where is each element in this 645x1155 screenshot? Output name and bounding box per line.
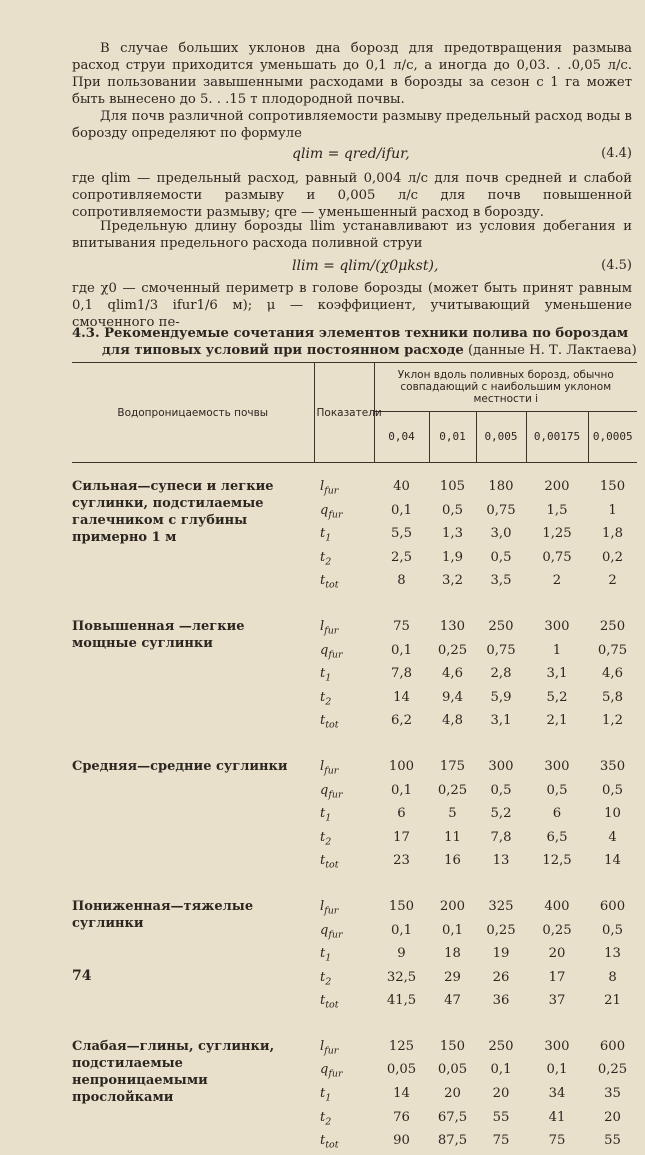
- value-cell: 600: [599, 1038, 626, 1054]
- value-cell: 175: [439, 758, 466, 774]
- value-cell: 14: [393, 689, 410, 705]
- value-cell: 2: [608, 573, 617, 589]
- indicator-cell: $l_{fur}$: [320, 618, 339, 637]
- indicator-cell: $q_{fur}$: [320, 642, 343, 661]
- value-cell: 0,75: [597, 642, 628, 658]
- value-cell: 34: [548, 1086, 566, 1102]
- value-cell: 3,2: [442, 573, 463, 589]
- value-cell: 1,2: [602, 713, 623, 729]
- value-cell: 0,05: [437, 1062, 468, 1078]
- value-cell: 200: [439, 898, 466, 914]
- formula-4-4-expression: qlim = qred/ifur,: [292, 146, 410, 162]
- value-cell: 7,8: [490, 829, 512, 845]
- value-cell: 40: [393, 479, 410, 494]
- indicator-cell: $q_{fur}$: [320, 782, 343, 801]
- soil-class: Средняя—средние суглинки: [72, 758, 288, 774]
- value-cell: 2,5: [391, 549, 412, 565]
- value-cell: 0,2: [602, 549, 623, 565]
- value-cell: 325: [488, 898, 514, 914]
- indicator-cell: $t_1$: [320, 1086, 332, 1104]
- value-cell: 0,1: [391, 502, 412, 518]
- value-cell: 6: [397, 806, 406, 822]
- value-cell: 3,5: [490, 573, 512, 589]
- formula-4-5-expression: llim = qlim/(χ0μkst),: [292, 258, 439, 274]
- value-cell: 5: [448, 806, 457, 822]
- table-row: [72, 757, 637, 781]
- value-cell: 16: [444, 853, 461, 869]
- value-cell: 100: [388, 758, 415, 774]
- value-cell: 1,9: [442, 549, 463, 565]
- value-cell: 41: [548, 1109, 566, 1125]
- soil-class: Сильная—супеси и легкие суглинки, подстилаемые галечником с глубины примерно 1 м: [72, 479, 274, 545]
- paragraph-1: В случае больших уклонов дна борозд для предотвращения размыва расход струи приходится уменьшать до 0,1 л/с, а иногда до 0,03. . .0,05 л/с. При пользовании завышенными расходами в борозды за сезон с 1 га может быть вынесено до 5. . .15 т плодородной почвы.: [72, 41, 632, 107]
- value-cell: 150: [599, 479, 626, 494]
- value-cell: 41,5: [386, 993, 417, 1009]
- value-cell: 3,1: [546, 666, 568, 682]
- value-cell: 37: [548, 993, 566, 1009]
- value-cell: 0,75: [486, 502, 516, 518]
- value-cell: 125: [388, 1038, 415, 1054]
- value-cell: 14: [604, 853, 621, 869]
- slope-header-2: 0,005: [476, 412, 526, 463]
- value-cell: 26: [492, 969, 510, 985]
- value-cell: 250: [488, 1038, 514, 1054]
- value-cell: 300: [544, 618, 570, 634]
- value-cell: 300: [544, 1038, 570, 1054]
- soil-class: Слабая—глины, суглинки, подстилаемые непроницаемыми прослойками: [72, 1038, 275, 1105]
- value-cell: 36: [492, 993, 510, 1009]
- page-number: 74: [72, 968, 92, 984]
- header-soil-permeability: Водопроницаемость почвы: [72, 363, 314, 463]
- table-row: [72, 477, 637, 501]
- indicator-cell: $t_{tot}$: [320, 713, 339, 731]
- value-cell: 0,1: [391, 642, 412, 658]
- value-cell: 9,4: [442, 689, 463, 705]
- value-cell: 55: [492, 1109, 510, 1125]
- value-cell: 0,25: [542, 922, 572, 938]
- slope-header-4: 0,0005: [588, 412, 637, 463]
- value-cell: 350: [599, 758, 626, 774]
- value-cell: 13: [492, 853, 510, 869]
- value-cell: 0,75: [486, 642, 516, 658]
- value-cell: 5,8: [602, 689, 623, 705]
- value-cell: 2,8: [490, 666, 512, 682]
- indicator-cell: $t_2$: [320, 689, 332, 708]
- paragraph-5: где χ0 — смоченный периметр в голове борозды (может быть принят равным 0,1 qlim1/3 ifur1/6 м); μ — коэффициент, учитывающий уменьшение смоченного пе-: [72, 281, 632, 330]
- value-cell: 1,5: [546, 502, 568, 518]
- soil-class: Повышенная —легкие мощные суглинки: [72, 618, 245, 651]
- slope-header-0: 0,04: [374, 412, 429, 463]
- value-cell: 75: [393, 618, 410, 634]
- value-cell: 0,1: [490, 1062, 512, 1078]
- value-cell: 4,8: [442, 713, 463, 729]
- indicator-cell: $t_{tot}$: [320, 993, 339, 1011]
- value-cell: 105: [439, 479, 466, 494]
- slope-header-3: 0,00175: [526, 412, 588, 463]
- irrigation-table: [72, 362, 637, 1155]
- value-cell: 75: [492, 1133, 510, 1149]
- indicator-cell: $q_{fur}$: [320, 502, 343, 521]
- value-cell: 20: [604, 1109, 621, 1125]
- value-cell: 5,5: [391, 526, 412, 542]
- formula-4-5: [72, 258, 632, 276]
- value-cell: 87,5: [437, 1133, 468, 1149]
- indicator-cell: $t_2$: [320, 829, 332, 848]
- indicator-cell: $t_1$: [320, 946, 332, 964]
- indicator-cell: $l_{fur}$: [320, 479, 339, 497]
- value-cell: 21: [604, 993, 621, 1009]
- value-cell: 20: [444, 1086, 461, 1102]
- value-cell: 8: [608, 969, 617, 985]
- value-cell: 4,6: [602, 666, 623, 682]
- value-cell: 3,0: [490, 526, 512, 542]
- value-cell: 2: [552, 573, 562, 589]
- value-cell: 9: [397, 946, 406, 962]
- value-cell: 0,5: [490, 782, 512, 798]
- indicator-cell: $l_{fur}$: [320, 898, 339, 917]
- value-cell: 76: [393, 1109, 410, 1125]
- value-cell: 300: [488, 758, 514, 774]
- value-cell: 6,5: [546, 829, 568, 845]
- value-cell: 14: [393, 1086, 410, 1102]
- value-cell: 0,25: [437, 642, 468, 658]
- value-cell: 11: [444, 829, 461, 845]
- indicator-cell: $t_2$: [320, 1109, 332, 1128]
- value-cell: 1,8: [602, 526, 623, 542]
- value-cell: 5,2: [546, 689, 568, 705]
- value-cell: 1: [552, 642, 562, 658]
- value-cell: 5,2: [490, 806, 512, 822]
- value-cell: 12,5: [542, 853, 572, 869]
- value-cell: 75: [548, 1133, 566, 1149]
- value-cell: 0,5: [490, 549, 512, 565]
- value-cell: 0,1: [391, 922, 412, 938]
- value-cell: 4: [608, 829, 617, 845]
- value-cell: 0,1: [391, 782, 412, 798]
- value-cell: 0,5: [546, 782, 568, 798]
- value-cell: 7,8: [391, 666, 412, 682]
- value-cell: 0,5: [602, 782, 623, 798]
- value-cell: 0,1: [546, 1062, 568, 1078]
- value-cell: 29: [444, 969, 461, 985]
- value-cell: 1,3: [442, 526, 463, 542]
- indicator-cell: $t_{tot}$: [320, 573, 339, 591]
- indicator-cell: $t_2$: [320, 549, 332, 568]
- value-cell: 250: [488, 618, 514, 634]
- indicator-cell: $q_{fur}$: [320, 922, 343, 941]
- value-cell: 1,25: [542, 526, 572, 542]
- paragraph-4: Предельную длину борозды llim устанавливают из условия добегания и впитывания предельного расхода поливной струи: [72, 219, 632, 251]
- value-cell: 10: [604, 806, 621, 822]
- soil-class: Пониженная—тяжелые суглинки: [72, 898, 254, 931]
- value-cell: 400: [544, 898, 570, 914]
- value-cell: 18: [444, 946, 461, 962]
- table-row: [72, 897, 637, 921]
- value-cell: 17: [393, 829, 410, 845]
- value-cell: 47: [444, 993, 461, 1009]
- value-cell: 180: [488, 479, 514, 494]
- slope-header-1: 0,01: [429, 412, 476, 463]
- value-cell: 2,1: [546, 713, 568, 729]
- table-caption-source: (данные Н. Т. Лактаева): [463, 343, 637, 358]
- indicator-cell: $t_1$: [320, 806, 332, 824]
- value-cell: 0,25: [597, 1062, 628, 1078]
- value-cell: 35: [604, 1086, 621, 1102]
- value-cell: 55: [604, 1133, 621, 1149]
- table-row: [72, 1037, 637, 1061]
- value-cell: 67,5: [437, 1109, 468, 1125]
- value-cell: 250: [599, 618, 626, 634]
- indicator-cell: $t_1$: [320, 666, 332, 684]
- indicator-cell: $t_{tot}$: [320, 853, 339, 871]
- value-cell: 300: [544, 758, 570, 774]
- value-cell: 150: [388, 898, 415, 914]
- value-cell: 20: [492, 1086, 510, 1102]
- value-cell: 23: [393, 853, 410, 869]
- value-cell: 130: [439, 618, 466, 634]
- indicator-cell: $t_{tot}$: [320, 1133, 339, 1151]
- value-cell: 19: [492, 946, 510, 962]
- value-cell: 0,75: [542, 549, 572, 565]
- value-cell: 4,6: [442, 666, 463, 682]
- header-indicators: Показатели: [314, 363, 374, 463]
- indicator-cell: $q_{fur}$: [320, 1062, 343, 1081]
- header-slope: Уклон вдоль поливных борозд, обычно совпадающий с наибольшим уклоном местности i: [374, 363, 637, 412]
- value-cell: 13: [604, 946, 621, 962]
- value-cell: 17: [548, 969, 566, 985]
- value-cell: 0,1: [442, 922, 463, 938]
- indicator-cell: $l_{fur}$: [320, 758, 339, 777]
- table-caption-line-1: 4.3. Рекомендуемые сочетания элементов техники полива по бороздам: [72, 326, 629, 341]
- value-cell: 6,2: [391, 713, 412, 729]
- value-cell: 32,5: [386, 969, 417, 985]
- value-cell: 0,05: [386, 1062, 417, 1078]
- paragraph-3: где qlim — предельный расход, равный 0,004 л/с для почв средней и слабой сопротивляемости размыву и 0,005 л/с для почв повышенной сопротивляемости размыву; qre — уменьшенный расход в борозду.: [72, 171, 632, 220]
- value-cell: 0,25: [486, 922, 516, 938]
- paragraph-2: Для почв различной сопротивляемости размыву предельный расход воды в борозду определяют по формуле: [72, 109, 632, 141]
- table-caption: [72, 325, 637, 359]
- value-cell: 20: [548, 946, 566, 962]
- table-caption-line-2: для типовых условий при постоянном расходе: [102, 343, 464, 358]
- value-cell: 0,5: [442, 502, 463, 518]
- value-cell: 1: [608, 502, 617, 518]
- value-cell: 3,1: [490, 713, 512, 729]
- formula-4-5-number: (4.5): [601, 258, 632, 273]
- value-cell: 5,9: [490, 689, 512, 705]
- value-cell: 150: [439, 1038, 466, 1054]
- formula-4-4: [72, 146, 632, 164]
- indicator-cell: $t_2$: [320, 969, 332, 988]
- value-cell: 8: [397, 573, 406, 589]
- table-row: [72, 617, 637, 641]
- formula-4-4-number: (4.4): [601, 146, 632, 161]
- value-cell: 600: [599, 898, 626, 914]
- value-cell: 6: [552, 806, 562, 822]
- value-cell: 0,5: [602, 922, 623, 938]
- indicator-cell: $t_1$: [320, 526, 332, 544]
- value-cell: 200: [544, 479, 570, 494]
- value-cell: 0,25: [437, 782, 468, 798]
- value-cell: 90: [393, 1133, 410, 1149]
- indicator-cell: $l_{fur}$: [320, 1038, 339, 1057]
